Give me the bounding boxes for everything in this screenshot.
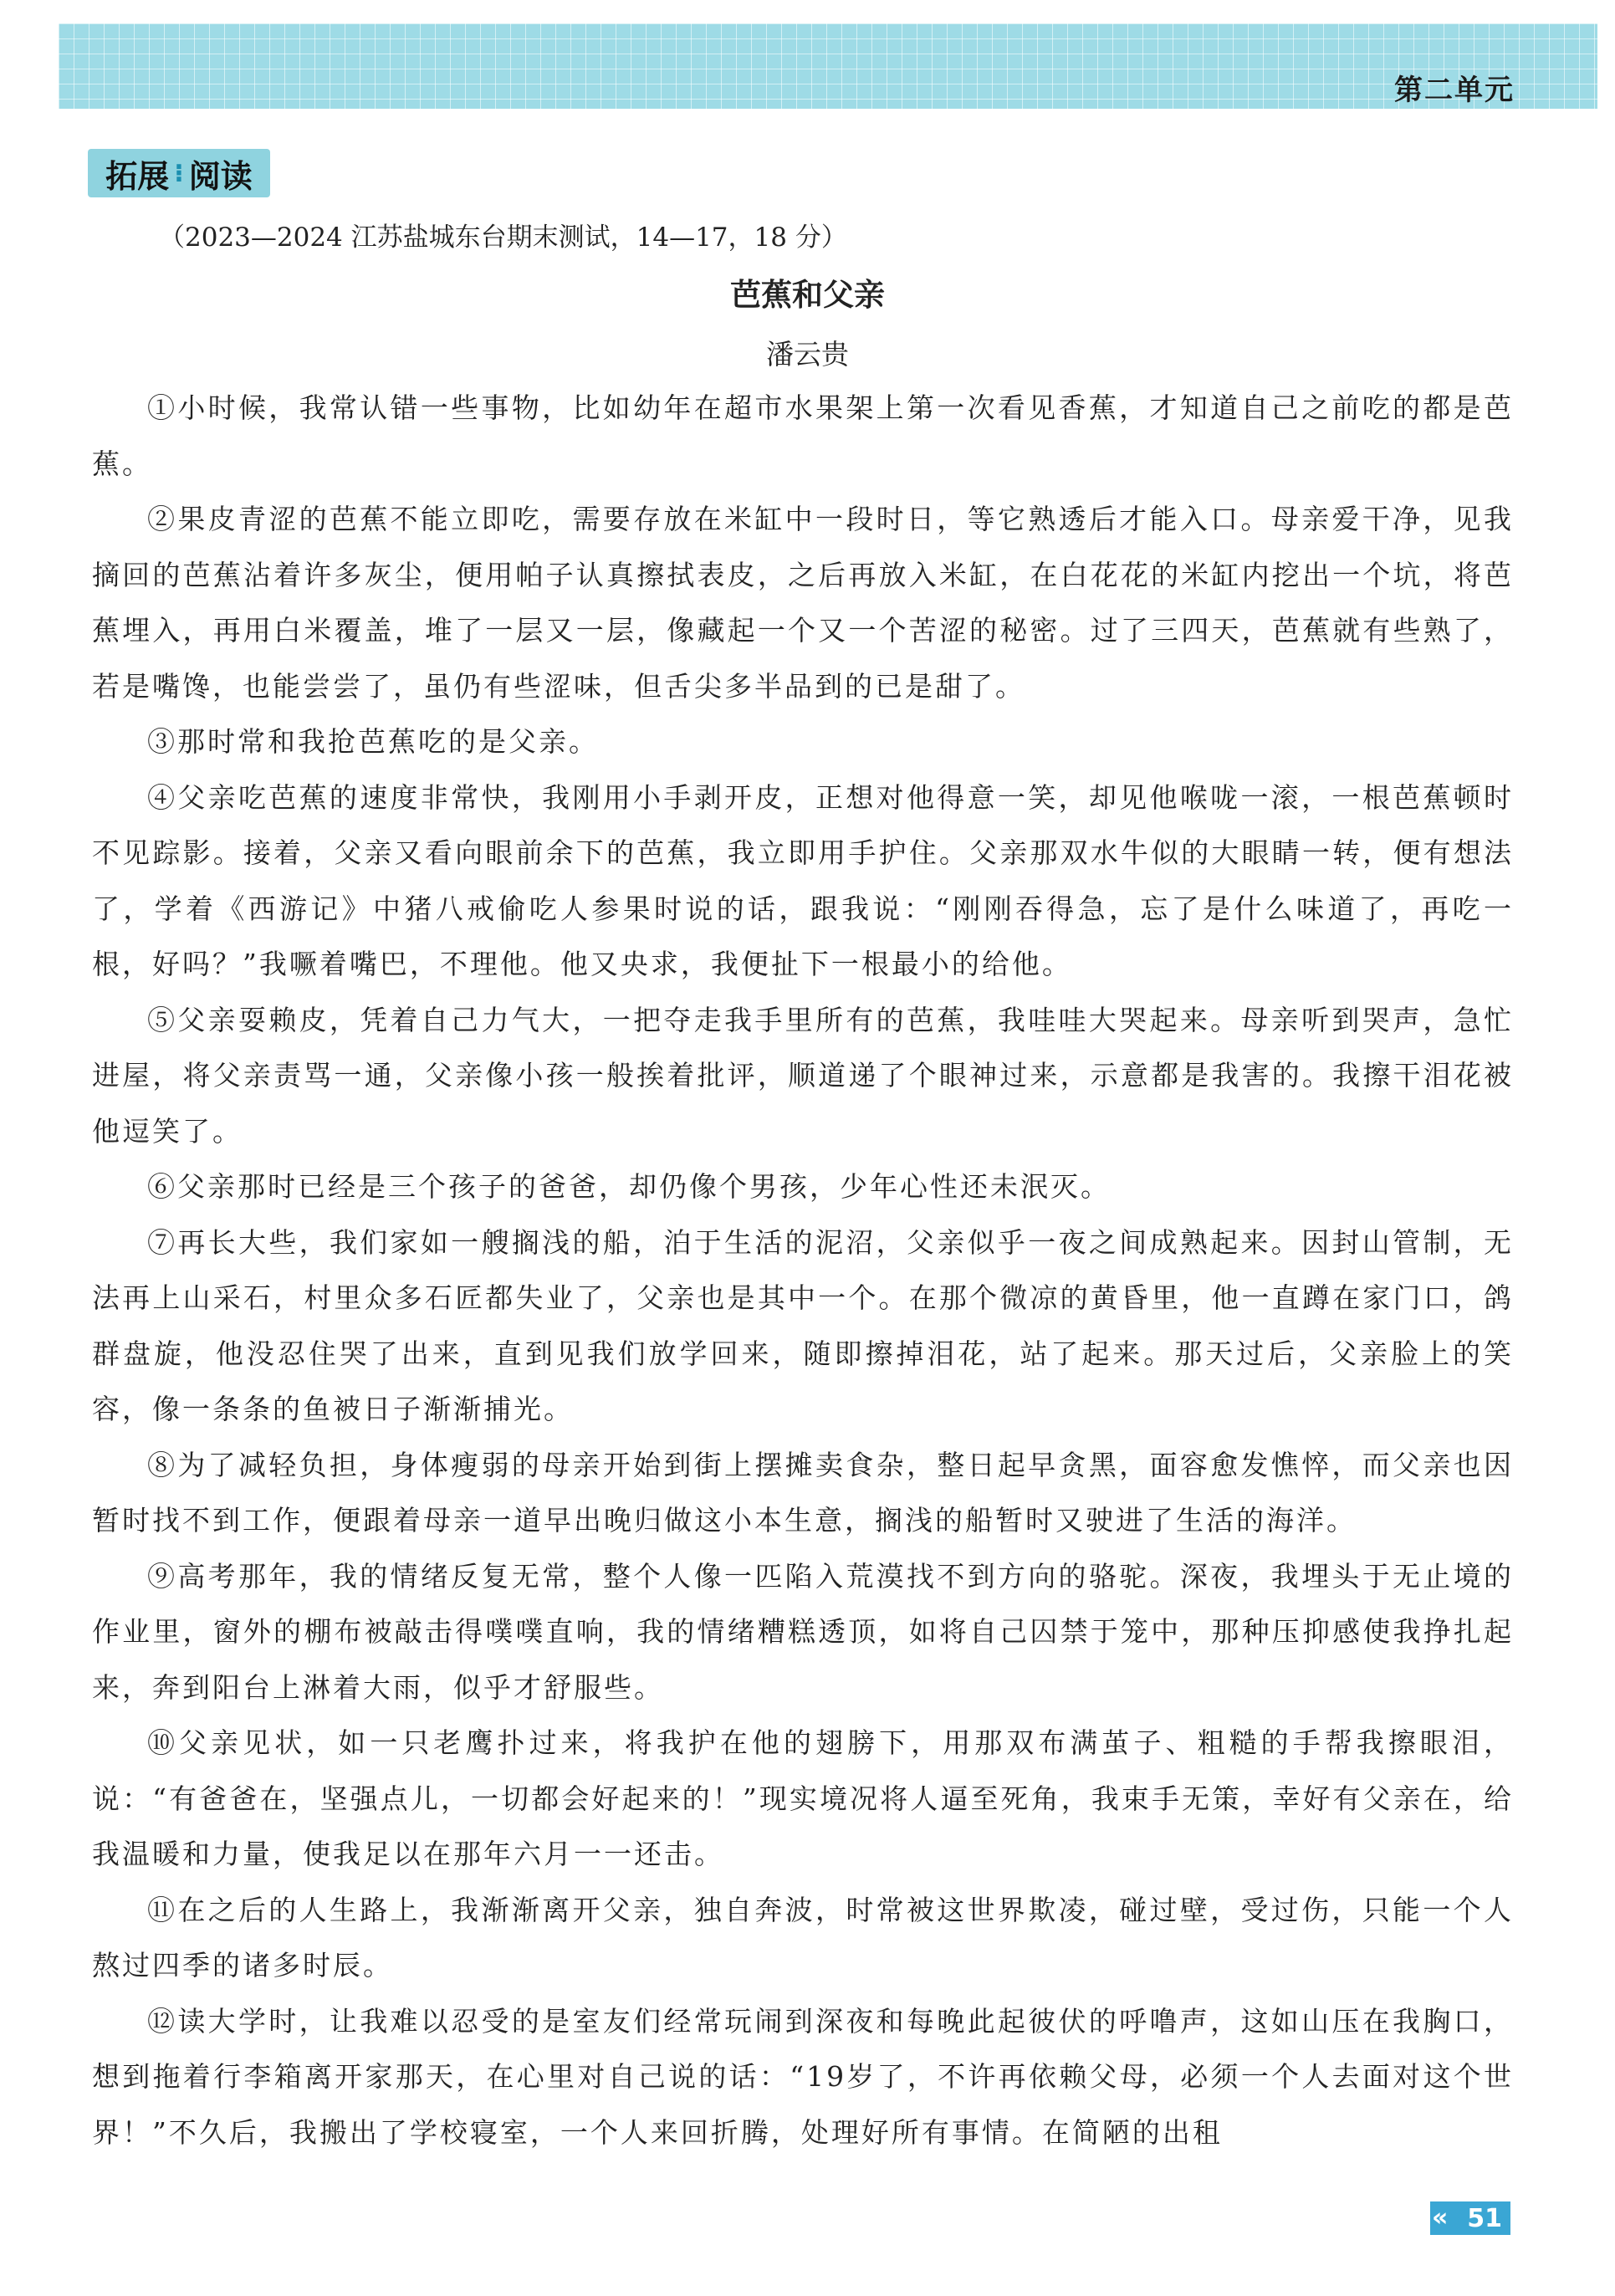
header-band	[59, 23, 1597, 109]
badge-separator-icon: ⁝	[174, 158, 184, 188]
article-author: 潘云贵	[766, 338, 849, 371]
paragraph: ②果皮青涩的芭蕉不能立即吃，需要存放在米缸中一段时日，等它熟透后才能入口。母亲爱干净，见我摘回的芭蕉沾着许多灰尘，便用帕子认真擦拭表皮，之后再放入米缸，在白花花的米缸内挖出一个坑，将芭蕉埋入，再用白米覆盖，堆了一层又一层，像藏起一个又一个苦涩的秘密。过了三四天，芭蕉就有些熟了，若是嘴馋，也能尝尝了，虽仍有些涩味，但舌尖多半品到的已是甜了。	[92, 503, 1514, 703]
unit-label: 第二单元	[1394, 74, 1515, 107]
paragraph: ⑩父亲见状，如一只老鹰扑过来，将我护在他的翅膀下，用那双布满茧子、粗糙的手帮我擦眼泪，说：“有爸爸在，坚强点儿，一切都会好起来的！”现实境况将人逼至死角，我束手无策，幸好有父亲在，给我温暖和力量，使我足以在那年六月一一还击。	[92, 1726, 1514, 1870]
source-line: （2023—2024 江苏盐城东台期末测试，14—17，18 分）	[159, 222, 847, 253]
double-chevron-left-icon: «	[1432, 2203, 1449, 2232]
paragraph: ⑦再长大些，我们家如一艘搁浅的船，泊于生活的泥沼，父亲似乎一夜之间成熟起来。因封山管制，无法再上山采石，村里众多石匠都失业了，父亲也是其中一个。在那个微凉的黄昏里，他一直蹲在家门口，鸽群盘旋，他没忍住哭了出来，直到见我们放学回来，随即擦掉泪花，站了起来。那天过后，父亲脸上的笑容，像一条条的鱼被日子渐渐捕光。	[92, 1225, 1514, 1425]
paragraph: ⑪在之后的人生路上，我渐渐离开父亲，独自奔波，时常被这世界欺凌，碰过壁，受过伤，只能一个人熬过四季的诸多时辰。	[92, 1893, 1514, 1982]
section-badge	[88, 149, 270, 197]
paragraph: ⑨高考那年，我的情绪反复无常，整个人像一匹陷入荒漠找不到方向的骆驼。深夜，我埋头于无止境的作业里，窗外的棚布被敲击得噗噗直响，我的情绪糟糕透顶，如将自己囚禁于笼中，那种压抑感使我挣扎起来，奔到阳台上淋着大雨，似乎才舒服些。	[92, 1559, 1514, 1704]
paragraph: ⑧为了减轻负担，身体瘦弱的母亲开始到街上摆摊卖食杂，整日起早贪黑，面容愈发憔悴，而父亲也因暂时找不到工作，便跟着母亲一道早出晚归做这小本生意，搁浅的船暂时又驶进了生活的海洋。	[92, 1448, 1514, 1537]
paragraph: ④父亲吃芭蕉的速度非常快，我刚用小手剥开皮，正想对他得意一笑，却见他喉咙一滚，一根芭蕉顿时不见踪影。接着，父亲又看向眼前余下的芭蕉，我立即用手护住。父亲那双水牛似的大眼睛一转，便有想法了，学着《西游记》中猪八戒偷吃人参果时说的话，跟我说：“刚刚吞得急，忘了是什么味道了，再吃一根，好吗？”我噘着嘴巴，不理他。他又央求，我便扯下一根最小的给他。	[92, 780, 1514, 980]
paragraph: ⑥父亲那时已经是三个孩子的爸爸，却仍像个男孩，少年心性还未泯灭。	[147, 1170, 1111, 1203]
article-body	[92, 381, 1514, 2160]
paragraph: ⑤父亲耍赖皮，凭着自己力气大，一把夺走我手里所有的芭蕉，我哇哇大哭起来。母亲听到哭声，急忙进屋，将父亲责骂一通，父亲像小孩一般挨着批评，顺道递了个眼神过来，示意都是我害的。我擦干泪花被他逗笑了。	[92, 1003, 1514, 1148]
paragraph: ①小时候，我常认错一些事物，比如幼年在超市水果架上第一次看见香蕉，才知道自己之前吃的都是芭蕉。	[92, 391, 1514, 480]
page-number: 51	[1430, 2201, 1510, 2235]
section-badge-right: 阅读	[188, 157, 253, 195]
section-badge-left: 拓展	[105, 157, 170, 195]
article-title: 芭蕉和父亲	[730, 277, 885, 313]
paragraph: ⑫读大学时，让我难以忍受的是室友们经常玩闹到深夜和每晚此起彼伏的呼噜声，这如山压在我胸口，想到拖着行李箱离开家那天，在心里对自己说的话：“19岁了，不许再依赖父母，必须一个人去面对这个世界！”不久后，我搬出了学校寝室，一个人来回折腾，处理好所有事情。在简陋的出租	[92, 2004, 1514, 2149]
paragraph: ③那时常和我抢芭蕉吃的是父亲。	[147, 725, 599, 758]
